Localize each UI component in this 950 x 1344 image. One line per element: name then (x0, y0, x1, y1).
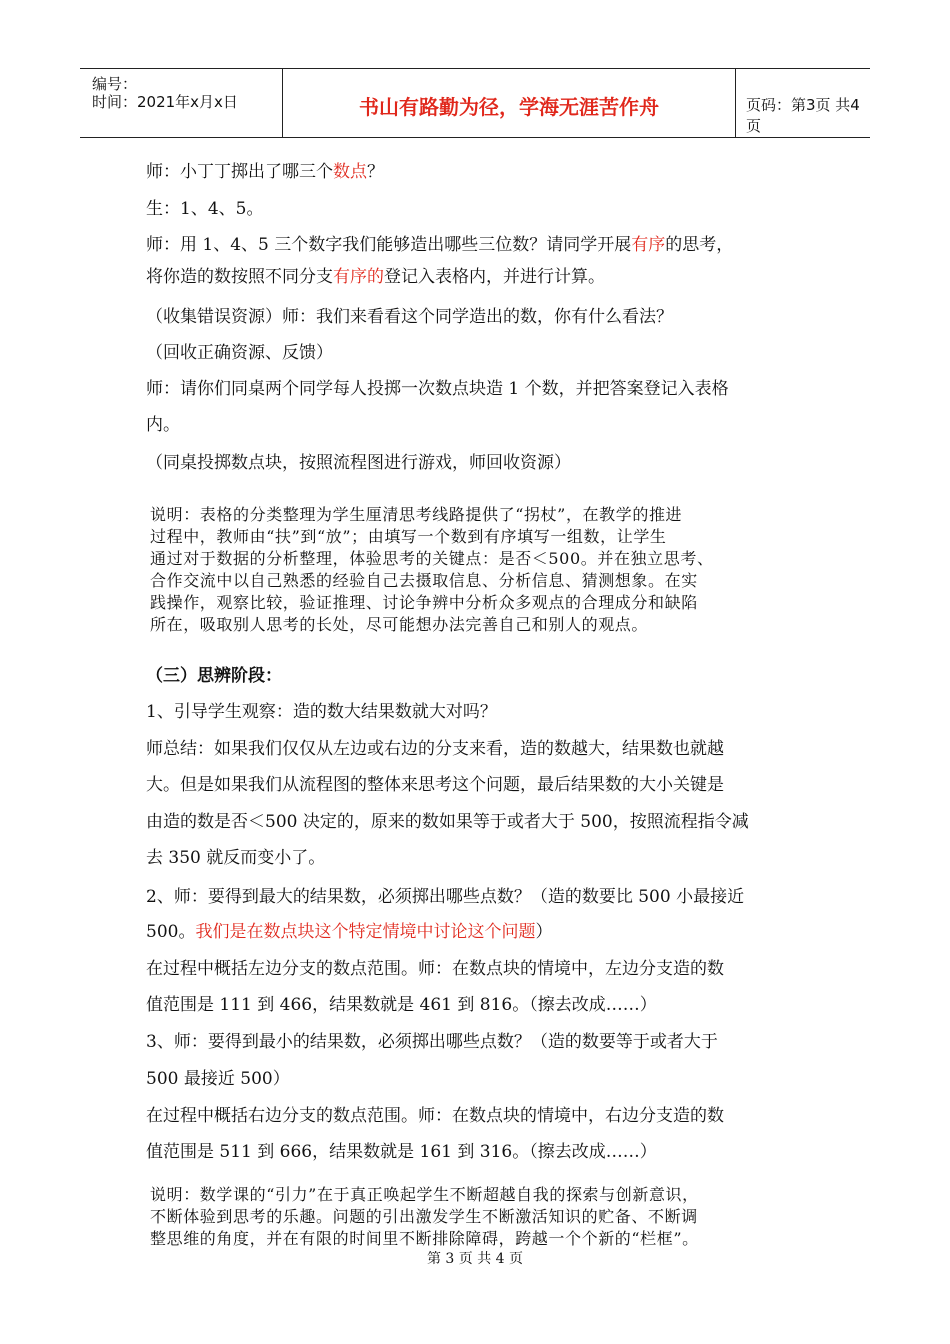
paragraph-line: 值范围是 111 到 466，结果数就是 461 到 816。（擦去改成……） (146, 995, 657, 1015)
note-line: 整思维的角度，并在有限的时间里不断排除障碍，跨越一个个新的“栏框”。 (150, 1229, 699, 1248)
paragraph-line: 内。 (146, 415, 180, 435)
note-line: 说明：表格的分类整理为学生厘清思考线路提供了“拐杖”，在教学的推进 (150, 505, 683, 524)
paragraph-line (146, 266, 605, 288)
paragraph-line: 值范围是 511 到 666，结果数就是 161 到 316。（擦去改成……） (146, 1142, 657, 1162)
paragraph-line: 500 最接近 500） (146, 1069, 290, 1089)
paragraph-line: 在过程中概括右边分支的数点范围。师：在数点块的情境中，右边分支造的数 (146, 1106, 724, 1126)
text: ？ (367, 162, 384, 182)
highlight-text: 数点 (333, 162, 367, 182)
paragraph-line (146, 234, 733, 256)
highlight-text: 有序的 (333, 267, 384, 287)
note-line: 合作交流中以自己熟悉的经验自己去摄取信息、分析信息、猜测想象。在实 (150, 571, 698, 590)
page-footer: 第 3 页 共 4 页 (426, 1251, 524, 1267)
serial-label: 编号： (92, 75, 138, 93)
page-info: 页码：第3页 共4页 (746, 96, 860, 135)
header-motto-cell (283, 69, 736, 137)
text: 师：用 1、4、5 三个数字我们能够造出哪些三位数？请同学开展 (146, 235, 632, 255)
note-line: 践操作，观察比较，验证推理、讨论争辨中分析众多观点的合理成分和缺陷 (150, 593, 698, 612)
note-line: 所在，吸取别人思考的长处，尽可能想办法完善自己和别人的观点。 (150, 615, 649, 634)
paragraph-line: （收集错误资源）师：我们来看看这个同学造出的数，你有什么看法？ (146, 307, 673, 327)
header-page-cell (736, 69, 870, 137)
highlight-text: 有序 (631, 235, 666, 255)
note-line: 说明：数学课的“引力”在于真正唤起学生不断超越自我的探索与创新意识， (150, 1185, 699, 1204)
paragraph-line: （同桌投掷数点块，按照流程图进行游戏，师回收资源） (146, 453, 571, 473)
paragraph-line: 3、师：要得到最小的结果数，必须掷出哪些点数？（造的数要等于或者大于 (146, 1032, 718, 1052)
highlight-text: 我们是在数点块这个特定情境中讨论这个问题 (195, 922, 536, 942)
paragraph-line: 大。但是如果我们从流程图的整体来思考这个问题，最后结果数的大小关键是 (146, 775, 724, 795)
paragraph-line: 1、引导学生观察：造的数大结果数就大对吗？ (146, 702, 497, 722)
note-line: 通过对于数据的分析整理，体验思考的关键点：是否＜500。并在独立思考、 (150, 549, 714, 568)
text: 将你造的数按照不同分支 (146, 267, 333, 287)
text: 师：小丁丁掷出了哪三个 (146, 162, 333, 182)
note-line: 过程中，教师由“扶”到“放”；由填写一个数到有序填写一组数，让学生 (150, 527, 667, 546)
paragraph-line (146, 161, 384, 183)
paragraph-line: 在过程中概括左边分支的数点范围。师：在数点块的情境中，左边分支造的数 (146, 959, 724, 979)
paragraph-line: 生：1、4、5。 (146, 199, 264, 219)
page-header (80, 68, 870, 138)
note-line: 不断体验到思考的乐趣。问题的引出激发学生不断激活知识的贮备、不断调 (150, 1207, 698, 1226)
header-meta (80, 69, 283, 137)
text: ） (535, 922, 553, 942)
paragraph-line: 去 350 就反而变小了。 (146, 848, 326, 868)
text: 500。 (146, 922, 196, 942)
paragraph-line: （回收正确资源、反馈） (146, 343, 333, 363)
text: 的思考， (665, 235, 734, 255)
motto: 书山有路勤为径，学海无涯苦作舟 (359, 95, 659, 119)
date-label: 时间：2021年x月x日 (92, 93, 238, 111)
section-heading: （三）思辨阶段： (146, 666, 282, 686)
paragraph-line: 师总结：如果我们仅仅从左边或右边的分支来看，造的数越大，结果数也就越 (146, 739, 724, 759)
paragraph-line: 2、师：要得到最大的结果数，必须掷出哪些点数？（造的数要比 500 小最接近 (146, 887, 745, 907)
text: 登记入表格内，并进行计算。 (384, 267, 605, 287)
paragraph-line: 由造的数是否＜500 决定的，原来的数如果等于或者大于 500，按照流程指令减 (146, 812, 749, 832)
paragraph-line: 师：请你们同桌两个同学每人投掷一次数点块造 1 个数，并把答案登记入表格 (146, 379, 729, 399)
paragraph-line (146, 921, 552, 943)
